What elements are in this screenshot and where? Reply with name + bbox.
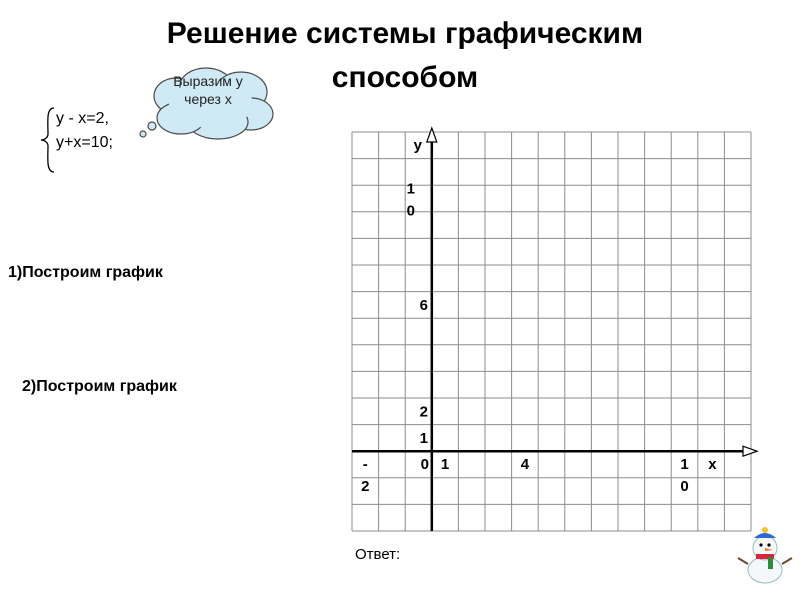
x-tick-label: 0 [420, 456, 429, 474]
y-tick-label: 2 [419, 403, 428, 421]
snowman-icon [736, 520, 794, 584]
x-tick-label: 1 [680, 456, 689, 474]
system-equation-2: y+x=10; [56, 134, 113, 151]
step-1: 1)Построим график [8, 264, 163, 281]
y-tick-label: 1 [406, 180, 415, 198]
system-equation-1: y - x=2, [56, 110, 109, 127]
x-tick-label: - [362, 456, 368, 474]
x-tick-label: 0 [680, 478, 689, 496]
title-line-2: способом [331, 61, 479, 94]
x-tick-label: 1 [440, 456, 450, 474]
x-tick-label: 2 [361, 478, 370, 496]
y-tick-label: 1 [419, 429, 428, 447]
cloud-text: Выразим у через х [173, 73, 243, 107]
x-axis-arrow [743, 446, 757, 456]
y-tick-label: 0 [406, 202, 415, 220]
x-axis-label: x [708, 456, 717, 474]
x-tick-label: 4 [520, 456, 530, 474]
y-axis-label: y [413, 137, 422, 154]
y-axis-arrow [427, 128, 437, 142]
y-tick-label: 6 [419, 296, 428, 314]
answer-label: Ответ: [355, 546, 401, 563]
step-2: 2)Построим график [22, 378, 177, 395]
title-line-1: Решение системы графическим [166, 17, 644, 50]
